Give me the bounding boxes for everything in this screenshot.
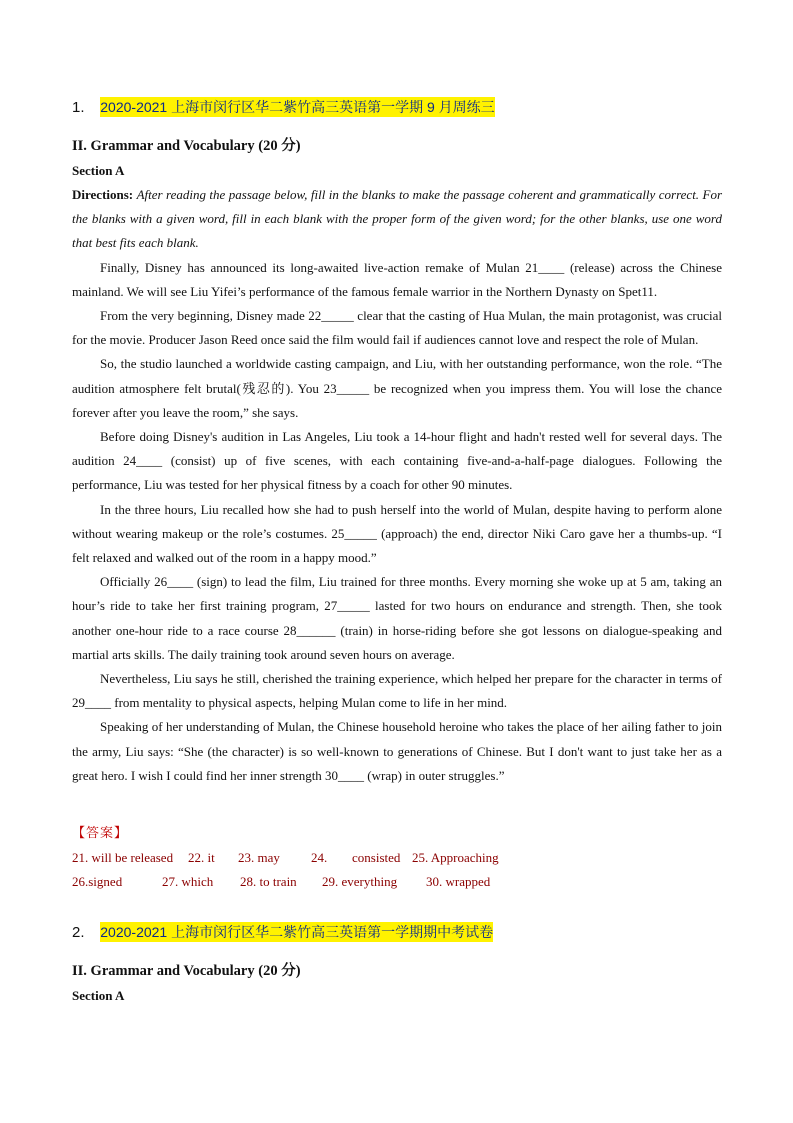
item-2-number: 2.: [72, 924, 85, 941]
answer-28: 28. to train: [240, 874, 297, 889]
paragraph-4: Before doing Disney's audition in Las Angeles, Liu took a 14-hour flight and hadn't rested well for several days. The audition 24____ (consist) up of five scenes, with each containing five-and-a-half-page dialogues. Following the performance, Liu was tested for her physical fitness by a coach for other 90 minutes.: [72, 429, 722, 493]
answer-24: consisted: [352, 850, 401, 865]
directions: [72, 183, 722, 256]
answer-24-number: 24.: [311, 850, 328, 865]
item-1-title: 2020-2021 上海市闵行区华二紫竹高三英语第一学期 9 月周练三: [100, 99, 495, 115]
answer-23: 23. may: [238, 850, 280, 865]
item-2-section-title: II. Grammar and Vocabulary (20 分): [72, 963, 301, 979]
answer-22: 22. it: [188, 850, 215, 865]
answer-label: 【答案】: [72, 825, 129, 840]
item-1-header: [72, 97, 495, 117]
answer-30: 30. wrapped: [426, 874, 491, 889]
answer-26: 26.signed: [72, 874, 123, 889]
answer-25: 25. Approaching: [412, 850, 499, 865]
directions-label: Directions:: [72, 187, 134, 202]
paragraph-5: In the three hours, Liu recalled how she had to push herself into the world of Mulan, despite having to perform alone without wearing makeup or the role’s costumes. 25_____ (approach) the end, director Niki Caro gave her a thumbs-up. “I felt relaxed and walked out of the room in a happy mood.”: [72, 501, 722, 566]
item-1-number: 1.: [72, 99, 85, 116]
item-2-header: [72, 922, 493, 942]
answer-21: 21. will be released: [72, 850, 174, 865]
answer-27: 27. which: [162, 874, 214, 889]
paragraph-1: Finally, Disney has announced its long-awaited live-action remake of Mulan 21____ (release) across the Chinese mainland. We will see Liu Yifei’s performance of the famous female warrior in the Northern Dynasty on Spet11.: [72, 259, 722, 299]
paragraph-8: Speaking of her understanding of Mulan, the Chinese household heroine who takes the place of her ailing father to join the army, Liu says: “She (the character) is so well-known to generations of Chinese. But I don't want to just take her as a great hero. I wish I could find her inner strength 30____ (wrap) in outer struggles.”: [72, 719, 722, 783]
paragraph-2: From the very beginning, Disney made 22_____ clear that the casting of Hua Mulan, the main protagonist, was crucial for the movie. Producer Jason Reed once said the film would fail if audiences cannot love and respect the role of Mulan.: [72, 308, 722, 348]
paragraph-7: Nevertheless, Liu says he still, cherished the training experience, which helped her prepare for the character in terms of 29____ from mentality to physical aspects, helping Mulan come to life in her mind.: [72, 671, 722, 711]
item-1-section-label: Section A: [72, 163, 125, 178]
directions-text: After reading the passage below, fill in the blanks to make the passage coherent and grammatically correct. For the blanks with a given word, fill in each blank with the proper form of the given word; for the other blanks, use one word that best fits each blank.: [72, 187, 723, 251]
paragraph-3: So, the studio launched a worldwide casting campaign, and Liu, with her outstanding performance, won the role. “The audition atmosphere felt brutal(残忍的). You 23_____ be recognized when you impress them. You will lose the chance forever after you leave the room,” she says.: [72, 356, 722, 420]
item-1-passage: [72, 183, 722, 788]
item-2-title: 2020-2021 上海市闵行区华二紫竹高三英语第一学期期中考试卷: [100, 924, 494, 940]
item-1-section-title: II. Grammar and Vocabulary (20 分): [72, 138, 301, 154]
answer-29: 29. everything: [322, 874, 398, 889]
paragraph-6: Officially 26____ (sign) to lead the film, Liu trained for three months. Every morning she woke up at 5 am, taking an hour’s ride to take her first training program, 27_____ lasted for two hours on endurance and strength. Then, she took another one-hour ride to a race course 28______ (train) in horse-riding before she got lessons on dialogue-speaking and martial arts skills. The daily training took around seven hours on average.: [72, 574, 722, 662]
item-2-section-label: Section A: [72, 988, 125, 1003]
